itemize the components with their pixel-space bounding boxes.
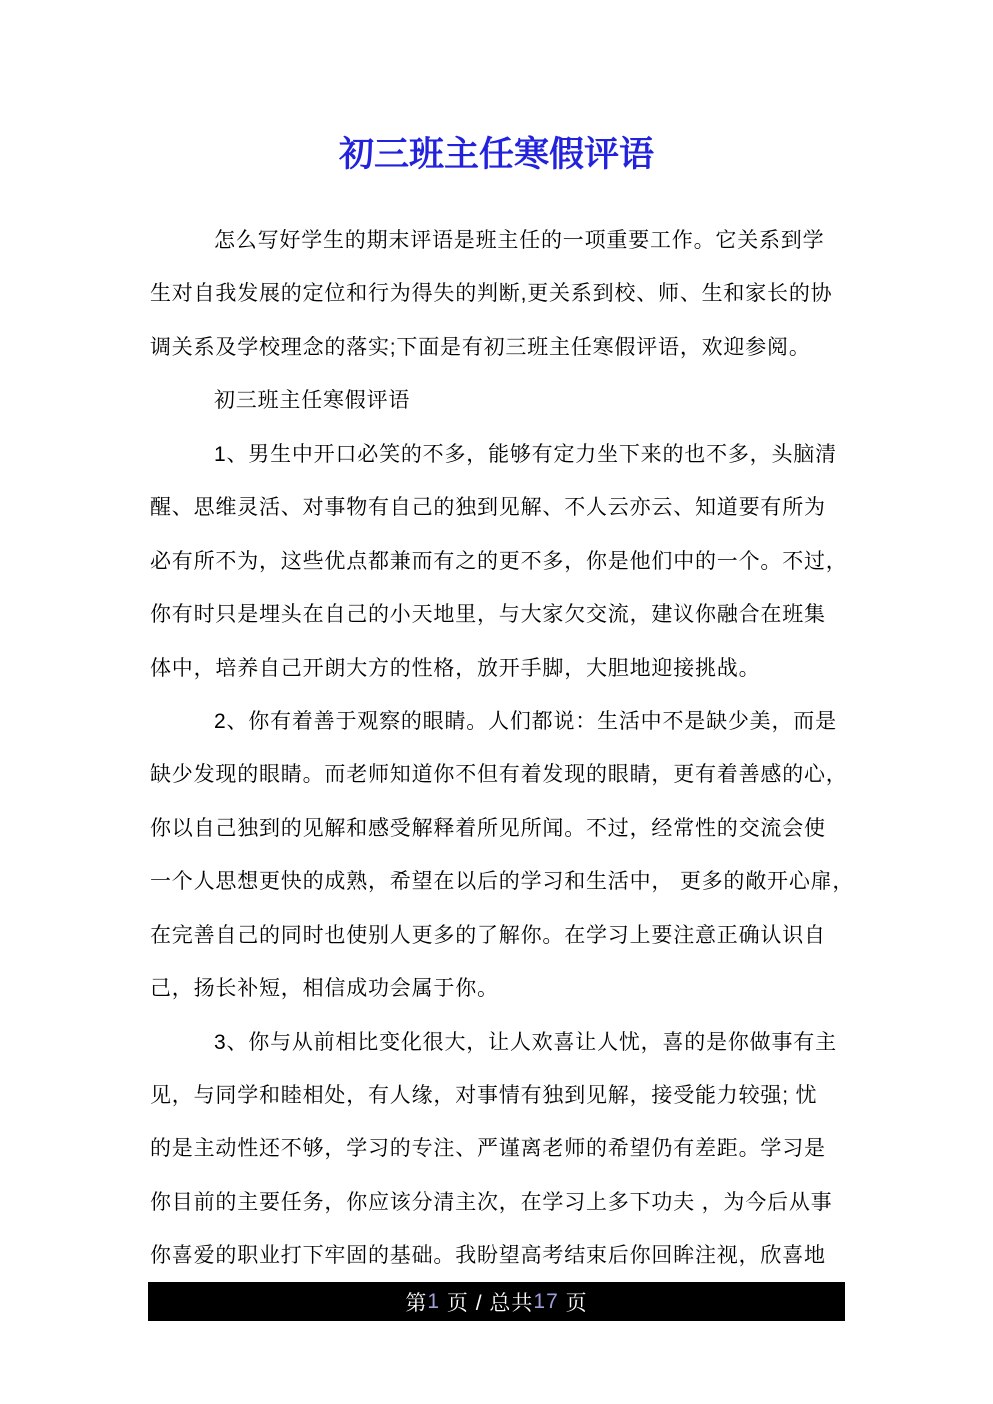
text-line: 怎么写好学生的期末评语是班主任的一项重要工作。它关系到学	[214, 229, 825, 252]
text-line: 体中，培养自己开朗大方的性格，放开手脚，大胆地迎接挑战。	[150, 656, 761, 680]
footer-total-pages: 17	[533, 1289, 559, 1313]
text-line: 必有所不为，这些优点都兼而有之的更不多，你是他们中的一个。不过，	[150, 549, 848, 573]
footer-middle: 页 / 总共	[440, 1291, 534, 1315]
text-line: 己，扬长补短，相信成功会属于你。	[150, 977, 499, 1001]
footer-prefix: 第	[405, 1291, 428, 1315]
text-line: 生对自我发展的定位和行为得失的判断,更关系到校、师、生和家长的协	[150, 282, 833, 306]
document-title: 初三班主任寒假评语	[338, 135, 654, 174]
text-line: 你以自己独到的见解和感受解释着所见所闻。不过，经常性的交流会使	[150, 816, 826, 840]
footer-page-bar	[148, 1282, 845, 1321]
text-line: 2、你有着善于观察的眼睛。人们都说：生活中不是缺少美，而是	[214, 709, 837, 733]
text-line: 醒、思维灵活、对事物有自己的独到见解、不人云亦云、知道要有所为	[150, 496, 826, 520]
text-line: 见，与同学和睦相处，有人缘，对事情有独到见解，接受能力较强; 忧	[150, 1084, 818, 1107]
text-line: 你目前的主要任务，你应该分清主次，在学习上多下功夫 ，为今后从事	[150, 1190, 833, 1214]
text-line: 一个人思想更快的成熟，希望在以后的学习和生活中， 更多的敞开心扉，	[150, 870, 855, 894]
text-line: 你喜爱的职业打下牢固的基础。我盼望高考结束后你回眸注视，欣喜地	[150, 1244, 826, 1268]
text-line: 调关系及学校理念的落实;下面是有初三班主任寒假评语，欢迎参阅。	[150, 335, 811, 359]
text-line: 在完善自己的同时也使别人更多的了解你。在学习上要注意正确认识自	[150, 923, 826, 947]
text-line: 初三班主任寒假评语	[214, 389, 411, 413]
document-body	[150, 214, 855, 1283]
footer-page-number: 1	[427, 1289, 441, 1313]
text-line: 你有时只是埋头在自己的小天地里，与大家欠交流，建议你融合在班集	[150, 603, 826, 627]
text-line: 缺少发现的眼睛。而老师知道你不但有着发现的眼睛，更有着善感的心，	[150, 763, 848, 787]
text-line: 的是主动性还不够，学习的专注、严谨离老师的希望仍有差距。学习是	[150, 1137, 826, 1161]
footer-suffix: 页	[558, 1291, 588, 1315]
text-line: 1、男生中开口必笑的不多，能够有定力坐下来的也不多，头脑清	[214, 442, 837, 466]
text-line: 3、你与从前相比变化很大，让人欢喜让人忧，喜的是你做事有主	[214, 1030, 837, 1054]
